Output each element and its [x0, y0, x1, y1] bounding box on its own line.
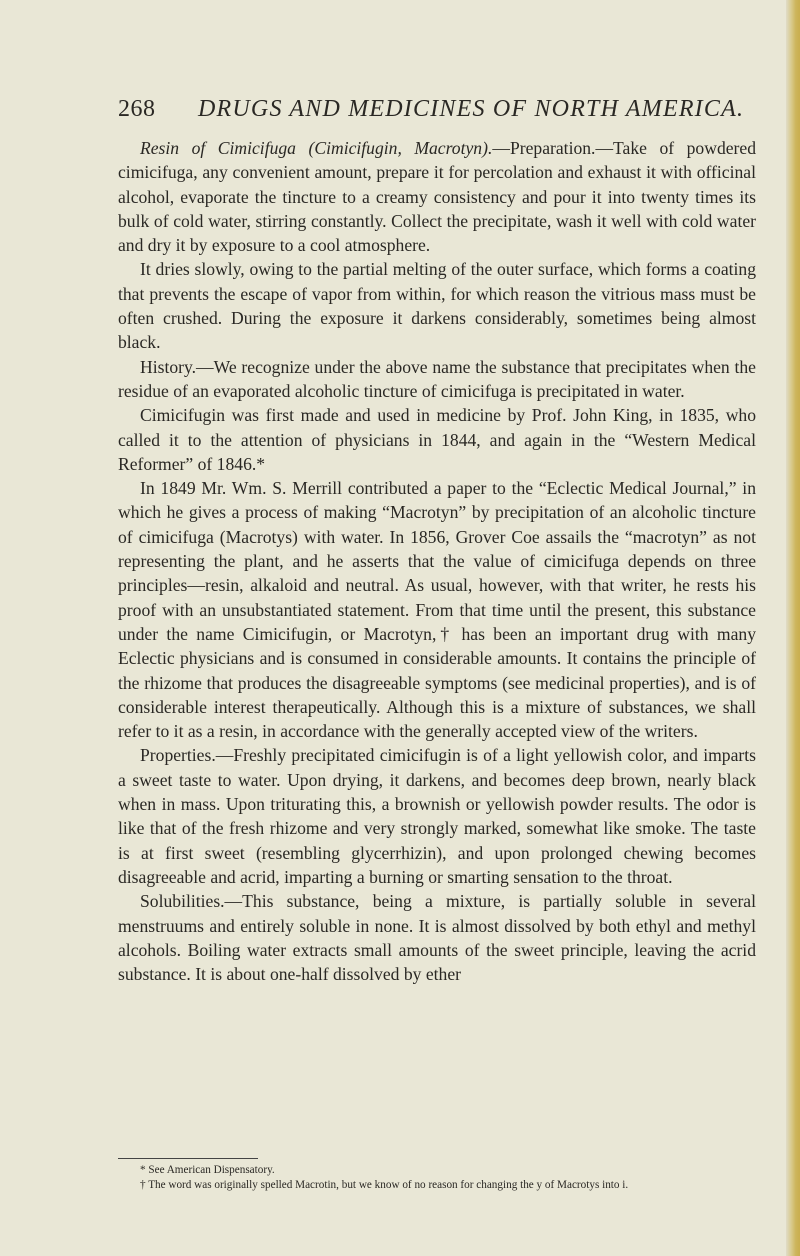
footnote-rule	[118, 1158, 258, 1159]
section-opening-paragraph	[118, 136, 756, 257]
paragraph-solubilities: Solubilities.—This substance, being a mixture, is partially soluble in several menstruums and entirely soluble in none. It is almost dissolved by both ethyl and methyl alcohols. Boiling water extracts small amounts of the sweet principle, leaving the acrid substance. It is about one-half dissolved by ether	[118, 891, 756, 985]
running-title: DRUGS AND MEDICINES OF NORTH AMERICA.	[198, 96, 745, 122]
paragraph-history: History.—We recognize under the above name the substance that precipitates when the residue of an evaporated alcoholic tincture of cimicifuga is precipitated in water.	[118, 356, 756, 401]
footnotes	[118, 1163, 758, 1193]
footnote-2: † The word was originally spelled Macrotin, but we know of no reason for changing the y of Macrotys into i.	[140, 1179, 629, 1191]
paragraph-properties: Properties.—Freshly precipitated cimicifugin is of a light yellowish color, and imparts a sweet taste to water. Upon drying, it darkens, and becomes deep brown, nearly black when in mass. Upon triturating this, a brownish or yellowish powder results. The odor is like that of the fresh rhizome and very strongly marked, somewhat like smoke. The taste is at first sweet (resembling glycerrhizin), and upon prolonged chewing becomes disagreeable and acrid, imparting a burning or smarting sensation to the throat.	[118, 745, 756, 887]
footnote-1: * See American Dispensatory.	[140, 1164, 275, 1176]
preparation-text: —Preparation.—Take of powdered cimicifuga, any convenient amount, prepare it for percolation and exhaust it with officinal alcohol, evaporate the tincture to a creamy consistency and pour it into twenty times its bulk of cold water, stirring constantly. Collect the precipitate, wash it well with cold water and dry it by exposure to a cool atmosphere.	[118, 138, 757, 256]
body-text	[118, 136, 756, 986]
paragraph-drying: It dries slowly, owing to the partial melting of the outer surface, which forms a coating that prevents the escape of vapor from within, for which reason the vitrious mass must be often crushed. During the exposure it darkens considerably, sometimes being almost black.	[118, 259, 756, 353]
paragraph-cimicifugin-origin: Cimicifugin was first made and used in medicine by Prof. John King, in 1835, who called it to the attention of physicians in 1844, and again in the “Western Medical Reformer” of 1846.*	[118, 405, 756, 474]
page-header	[118, 96, 745, 123]
paragraph-merrill: In 1849 Mr. Wm. S. Merrill contributed a paper to the “Eclectic Medical Journal,” in which he gives a process of making “Macrotyn” by precipitation of an alcoholic tincture of cimicifuga (Macrotys) with water. In 1856, Grover Coe assails the “macrotyn” as not representing the plant, and he asserts that the value of cimicifuga depends on three principles—resin, alkaloid and neutral. As usual, however, with that writer, he rests his proof with an unsubstantiated statement. From that time until the present, this substance under the name Cimicifugin, or Macrotyn,† has been an important drug with many Eclectic physicians and is consumed in considerable amounts. It contains the principle of the rhizome that produces the disagreeable symptoms (see medicinal properties), and is of considerable interest therapeutically. Although this is a mixture of substances, we shall refer to it as a resin, in accordance with the generally accepted view of the writers.	[118, 478, 756, 742]
page-edge	[786, 0, 800, 1256]
page-number: 268	[118, 96, 156, 122]
section-title-synonyms: (Cimicifugin, Macrotyn).	[308, 138, 493, 158]
section-title: Resin of Cimicifuga	[140, 138, 296, 158]
